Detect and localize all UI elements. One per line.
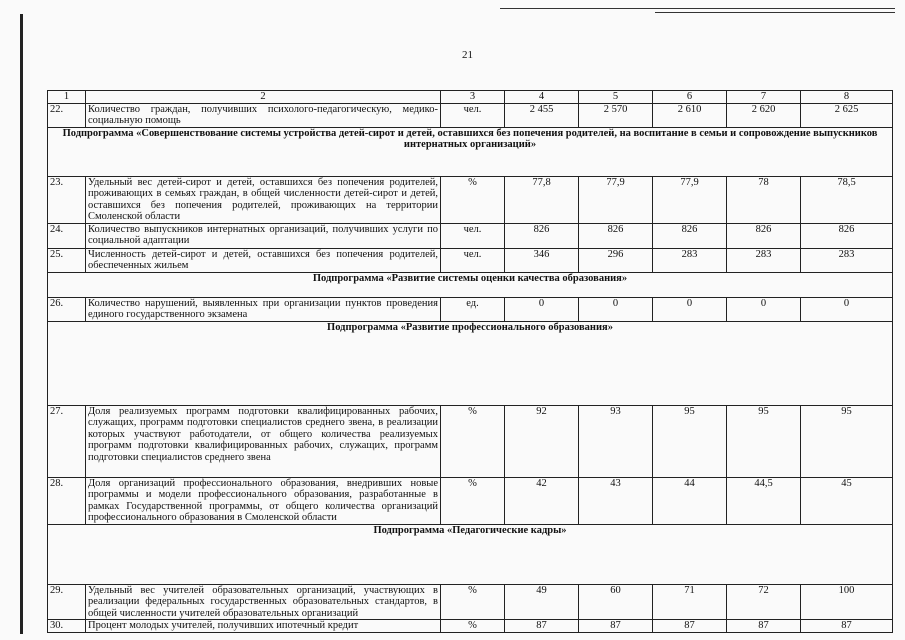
- value-cell: 2 620: [727, 103, 801, 127]
- value-cell: 49: [505, 584, 579, 620]
- unit-cell: чел.: [441, 103, 505, 127]
- header-cell: 7: [727, 91, 801, 104]
- value-cell: 44: [653, 477, 727, 524]
- subprogram-title: Подпрограмма «Развитие системы оценки качества образования»: [48, 272, 893, 297]
- subprogram-row: [48, 272, 893, 297]
- subprogram-row: [48, 321, 893, 405]
- table-row: [48, 297, 893, 321]
- header-cell: 3: [441, 91, 505, 104]
- row-number: 25.: [48, 248, 86, 272]
- table-row: [48, 176, 893, 223]
- value-cell: 2 625: [801, 103, 893, 127]
- scan-edge-line: [20, 14, 23, 634]
- indicators-table: [47, 90, 893, 633]
- unit-cell: %: [441, 176, 505, 223]
- value-cell: 2 455: [505, 103, 579, 127]
- value-cell: 87: [653, 620, 727, 633]
- header-cell: 6: [653, 91, 727, 104]
- row-number: 30.: [48, 620, 86, 633]
- value-cell: 60: [579, 584, 653, 620]
- value-cell: 42: [505, 477, 579, 524]
- subprogram-title: Подпрограмма «Совершенствование системы устройства детей-сирот и детей, оставшихся без попечения родителей, на воспитание в семьи и сопровождение выпускников интернатных организаций»: [48, 127, 893, 176]
- subprogram-title: Подпрограмма «Педагогические кадры»: [48, 524, 893, 584]
- indicator-name: Доля организаций профессионального образования, внедривших новые программы и модели профессионального образования, разработанные в рамках Государственной программы, от общего количества организаций профессионального образования в Смоленской области: [86, 477, 441, 524]
- value-cell: 93: [579, 405, 653, 477]
- table-row: [48, 584, 893, 620]
- value-cell: 0: [653, 297, 727, 321]
- value-cell: 78,5: [801, 176, 893, 223]
- value-cell: 78: [727, 176, 801, 223]
- value-cell: 826: [505, 223, 579, 248]
- table-row: [48, 223, 893, 248]
- table-row: [48, 405, 893, 477]
- value-cell: 0: [801, 297, 893, 321]
- value-cell: 0: [505, 297, 579, 321]
- unit-cell: %: [441, 584, 505, 620]
- indicator-name: Количество нарушений, выявленных при организации пунктов проведения единого государственного экзамена: [86, 297, 441, 321]
- value-cell: 45: [801, 477, 893, 524]
- unit-cell: чел.: [441, 223, 505, 248]
- row-number: 24.: [48, 223, 86, 248]
- value-cell: 296: [579, 248, 653, 272]
- value-cell: 77,9: [653, 176, 727, 223]
- row-number: 29.: [48, 584, 86, 620]
- unit-cell: %: [441, 477, 505, 524]
- header-cell: 8: [801, 91, 893, 104]
- value-cell: 826: [727, 223, 801, 248]
- value-cell: 95: [801, 405, 893, 477]
- unit-cell: %: [441, 405, 505, 477]
- value-cell: 43: [579, 477, 653, 524]
- value-cell: 77,9: [579, 176, 653, 223]
- subprogram-title: Подпрограмма «Развитие профессионального образования»: [48, 321, 893, 405]
- indicator-name: Численность детей-сирот и детей, оставшихся без попечения родителей, обеспеченных жильем: [86, 248, 441, 272]
- indicator-name: Доля реализуемых программ подготовки квалифицированных рабочих, служащих, программ подготовки специалистов среднего звена, в реализации которых участвуют работодатели, от общего количества реализуемых программ подготовки квалифицированных рабочих, служащих, программ подготовки специалистов среднего звена: [86, 405, 441, 477]
- row-number: 22.: [48, 103, 86, 127]
- header-cell: 1: [48, 91, 86, 104]
- value-cell: 87: [727, 620, 801, 633]
- subprogram-row: [48, 524, 893, 584]
- value-cell: 92: [505, 405, 579, 477]
- page-number: 21: [462, 49, 473, 61]
- value-cell: 0: [727, 297, 801, 321]
- value-cell: 95: [727, 405, 801, 477]
- row-number: 23.: [48, 176, 86, 223]
- value-cell: 72: [727, 584, 801, 620]
- row-number: 26.: [48, 297, 86, 321]
- value-cell: 87: [801, 620, 893, 633]
- value-cell: 283: [727, 248, 801, 272]
- value-cell: 87: [505, 620, 579, 633]
- subprogram-row: [48, 127, 893, 176]
- value-cell: 100: [801, 584, 893, 620]
- value-cell: 0: [579, 297, 653, 321]
- table-row: [48, 103, 893, 127]
- table-row: [48, 248, 893, 272]
- unit-cell: чел.: [441, 248, 505, 272]
- table-header-row: [48, 91, 893, 104]
- value-cell: 44,5: [727, 477, 801, 524]
- indicator-name: Количество выпускников интернатных организаций, получивших услуги по социальной адаптации: [86, 223, 441, 248]
- value-cell: 283: [801, 248, 893, 272]
- scan-top-line: [655, 12, 895, 13]
- table-row: [48, 620, 893, 633]
- indicator-name: Процент молодых учителей, получивших ипотечный кредит: [86, 620, 441, 633]
- row-number: 28.: [48, 477, 86, 524]
- value-cell: 2 610: [653, 103, 727, 127]
- value-cell: 283: [653, 248, 727, 272]
- value-cell: 826: [653, 223, 727, 248]
- value-cell: 826: [801, 223, 893, 248]
- value-cell: 77,8: [505, 176, 579, 223]
- row-number: 27.: [48, 405, 86, 477]
- unit-cell: ед.: [441, 297, 505, 321]
- value-cell: 826: [579, 223, 653, 248]
- header-cell: 4: [505, 91, 579, 104]
- value-cell: 2 570: [579, 103, 653, 127]
- header-cell: 5: [579, 91, 653, 104]
- value-cell: 95: [653, 405, 727, 477]
- indicator-name: Удельный вес детей-сирот и детей, оставшихся без попечения родителей, проживающих в семьях граждан, в общей численности детей-сирот и детей, оставшихся без попечения родителей, проживающих на территории Смоленской области: [86, 176, 441, 223]
- table-row: [48, 477, 893, 524]
- header-cell: 2: [86, 91, 441, 104]
- unit-cell: %: [441, 620, 505, 633]
- scan-top-line: [500, 8, 895, 9]
- value-cell: 346: [505, 248, 579, 272]
- value-cell: 87: [579, 620, 653, 633]
- indicator-name: Удельный вес учителей образовательных организаций, участвующих в реализации федеральных государственных образовательных стандартов, в общей численности учителей образовательных организаций: [86, 584, 441, 620]
- indicator-name: Количество граждан, получивших психолого-педагогическую, медико-социальную помощь: [86, 103, 441, 127]
- value-cell: 71: [653, 584, 727, 620]
